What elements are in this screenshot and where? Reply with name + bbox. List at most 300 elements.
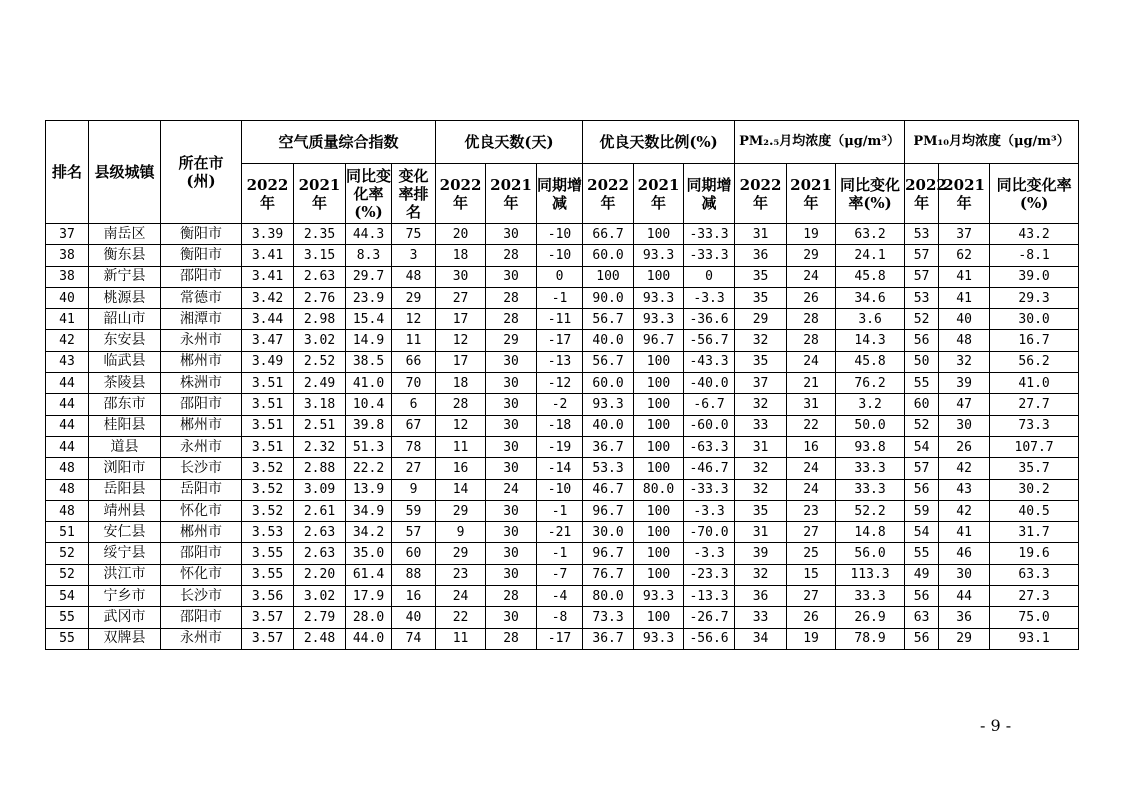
table-cell: 51.3	[346, 436, 392, 457]
table-cell: -10	[537, 224, 583, 245]
table-cell: 19.6	[990, 543, 1079, 564]
table-cell: 15.4	[346, 309, 392, 330]
table-cell: 2.32	[294, 436, 346, 457]
table-cell: 56	[905, 479, 939, 500]
table-cell: 27	[436, 287, 486, 308]
table-cell: 3.51	[242, 394, 294, 415]
table-cell: 63.3	[990, 564, 1079, 585]
table-cell: 3.41	[242, 266, 294, 287]
table-cell: 永州市	[161, 330, 242, 351]
subheader-good-ratio-0: 2022年	[583, 164, 634, 224]
table-cell: 47	[939, 394, 990, 415]
table-cell: -8.1	[990, 245, 1079, 266]
table-cell: 26	[787, 287, 836, 308]
table-cell: 57	[392, 522, 436, 543]
table-cell: 90.0	[583, 287, 634, 308]
table-row	[46, 287, 1079, 308]
table-cell: 3.47	[242, 330, 294, 351]
header-aqi: 空气质量综合指数	[242, 121, 436, 164]
table-cell: 33	[735, 415, 787, 436]
table-cell: 3.18	[294, 394, 346, 415]
table-row	[46, 479, 1079, 500]
table-cell: 52	[46, 543, 89, 564]
table-cell: 66	[392, 351, 436, 372]
table-cell: 39	[939, 373, 990, 394]
table-cell: 42	[939, 458, 990, 479]
table-cell: 56.7	[583, 309, 634, 330]
table-cell: 26.9	[836, 607, 905, 628]
table-cell: 41	[939, 287, 990, 308]
table-cell: 41	[939, 522, 990, 543]
table-cell: 2.88	[294, 458, 346, 479]
table-cell: 52	[905, 309, 939, 330]
table-cell: -18	[537, 415, 583, 436]
table-cell: 35	[735, 500, 787, 521]
table-cell: 44	[46, 373, 89, 394]
table-cell: 28	[486, 245, 537, 266]
table-cell: 35	[735, 266, 787, 287]
table-cell: 23.9	[346, 287, 392, 308]
table-cell: 3.57	[242, 607, 294, 628]
table-cell: 怀化市	[161, 564, 242, 585]
table-cell: 郴州市	[161, 351, 242, 372]
table-cell: 23	[787, 500, 836, 521]
table-cell: 39.8	[346, 415, 392, 436]
table-cell: -13.3	[684, 586, 735, 607]
table-cell: 93.3	[634, 245, 684, 266]
table-cell: 59	[905, 500, 939, 521]
table-cell: 100	[634, 564, 684, 585]
table-cell: 60.0	[583, 373, 634, 394]
table-cell: 3.49	[242, 351, 294, 372]
table-cell: 35	[735, 351, 787, 372]
table-cell: 洪江市	[89, 564, 161, 585]
table-cell: 88	[392, 564, 436, 585]
subheader-good-days-0: 2022年	[436, 164, 486, 224]
table-cell: 56.7	[583, 351, 634, 372]
table-row	[46, 564, 1079, 585]
table-cell: 24	[436, 586, 486, 607]
table-cell: 56.2	[990, 351, 1079, 372]
table-cell: 靖州县	[89, 500, 161, 521]
table-row	[46, 628, 1079, 649]
table-cell: 73.3	[990, 415, 1079, 436]
table-cell: -4	[537, 586, 583, 607]
table-cell: 100	[634, 543, 684, 564]
table-cell: 28	[486, 628, 537, 649]
table-row	[46, 224, 1079, 245]
table-cell: 54	[905, 436, 939, 457]
table-cell: -13	[537, 351, 583, 372]
table-cell: 邵东市	[89, 394, 161, 415]
table-row	[46, 330, 1079, 351]
table-cell: 株洲市	[161, 373, 242, 394]
table-cell: -63.3	[684, 436, 735, 457]
table-cell: 9	[392, 479, 436, 500]
subheader-aqi-1: 2021年	[294, 164, 346, 224]
header-pm25: PM₂.₅月均浓度（μg/m³）	[735, 121, 905, 164]
subheader-good-days-1: 2021年	[486, 164, 537, 224]
table-cell: 17	[436, 351, 486, 372]
table-cell: 2.61	[294, 500, 346, 521]
header-good-days: 优良天数(天)	[436, 121, 583, 164]
table-cell: -56.6	[684, 628, 735, 649]
table-cell: 27	[392, 458, 436, 479]
table-cell: 33.3	[836, 479, 905, 500]
table-cell: 51	[46, 522, 89, 543]
table-cell: 26	[787, 607, 836, 628]
table-cell: 38	[46, 266, 89, 287]
table-cell: 3.55	[242, 543, 294, 564]
table-cell: 16	[392, 586, 436, 607]
table-cell: 41.0	[346, 373, 392, 394]
table-cell: 55	[46, 607, 89, 628]
table-cell: 2.35	[294, 224, 346, 245]
table-cell: 34	[735, 628, 787, 649]
table-cell: 17.9	[346, 586, 392, 607]
table-cell: 10.4	[346, 394, 392, 415]
table-cell: -7	[537, 564, 583, 585]
table-cell: 44	[939, 586, 990, 607]
table-cell: 6	[392, 394, 436, 415]
table-cell: 93.3	[634, 586, 684, 607]
table-cell: 50.0	[836, 415, 905, 436]
table-cell: 56.0	[836, 543, 905, 564]
table-cell: 2.49	[294, 373, 346, 394]
table-cell: -3.3	[684, 543, 735, 564]
table-cell: -17	[537, 330, 583, 351]
subheader-pm10-1: 2021年	[939, 164, 990, 224]
table-cell: 36.7	[583, 436, 634, 457]
table-cell: 14.9	[346, 330, 392, 351]
page-number: - 9 -	[980, 716, 1012, 735]
table-cell: 14	[436, 479, 486, 500]
table-cell: 12	[436, 415, 486, 436]
table-cell: 41	[46, 309, 89, 330]
table-cell: 43	[46, 351, 89, 372]
table-cell: 12	[392, 309, 436, 330]
table-cell: 东安县	[89, 330, 161, 351]
table-cell: 18	[436, 373, 486, 394]
table-cell: 100	[634, 351, 684, 372]
table-cell: 54	[46, 586, 89, 607]
subheader-aqi-0: 2022年	[242, 164, 294, 224]
table-cell: 29.3	[990, 287, 1079, 308]
table-cell: 30	[486, 394, 537, 415]
table-cell: 28	[486, 287, 537, 308]
table-cell: 44.3	[346, 224, 392, 245]
table-cell: 93.1	[990, 628, 1079, 649]
table-cell: 30	[486, 224, 537, 245]
header-pm10: PM₁₀月均浓度（μg/m³）	[905, 121, 1079, 164]
table-cell: 30	[486, 543, 537, 564]
table-cell: 3.02	[294, 330, 346, 351]
table-cell: 34.9	[346, 500, 392, 521]
header-city: 所在市(州)	[161, 121, 242, 224]
subheader-aqi-3: 变化率排名	[392, 164, 436, 224]
table-cell: 郴州市	[161, 522, 242, 543]
table-cell: 22	[787, 415, 836, 436]
table-cell: 29	[486, 330, 537, 351]
table-cell: 30	[486, 564, 537, 585]
table-cell: 3.44	[242, 309, 294, 330]
table-cell: 40	[46, 287, 89, 308]
table-cell: 22	[436, 607, 486, 628]
table-cell: 永州市	[161, 436, 242, 457]
table-cell: 55	[905, 373, 939, 394]
table-cell: -3.3	[684, 500, 735, 521]
table-cell: 35.7	[990, 458, 1079, 479]
table-cell: -40.0	[684, 373, 735, 394]
table-cell: 33	[735, 607, 787, 628]
table-cell: 3	[392, 245, 436, 266]
table-cell: 42	[939, 500, 990, 521]
table-cell: -8	[537, 607, 583, 628]
table-cell: 24	[787, 351, 836, 372]
table-cell: 0	[684, 266, 735, 287]
subheader-pm10-0: 2022年	[905, 164, 939, 224]
table-cell: 37	[46, 224, 89, 245]
table-cell: 75.0	[990, 607, 1079, 628]
table-cell: 100	[634, 373, 684, 394]
table-cell: 30	[486, 266, 537, 287]
table-cell: 15	[787, 564, 836, 585]
table-row	[46, 266, 1079, 287]
table-cell: 16.7	[990, 330, 1079, 351]
table-cell: 绥宁县	[89, 543, 161, 564]
table-cell: 56	[905, 628, 939, 649]
table-cell: 57	[905, 245, 939, 266]
table-cell: 12	[436, 330, 486, 351]
table-cell: 48	[939, 330, 990, 351]
table-cell: -33.3	[684, 245, 735, 266]
table-cell: 44	[46, 415, 89, 436]
table-cell: 14.3	[836, 330, 905, 351]
table-cell: 30	[486, 415, 537, 436]
table-cell: 52	[905, 415, 939, 436]
table-cell: 40	[939, 309, 990, 330]
table-cell: 70	[392, 373, 436, 394]
table-cell: -21	[537, 522, 583, 543]
table-cell: 41	[939, 266, 990, 287]
table-cell: 33.3	[836, 458, 905, 479]
table-cell: 2.76	[294, 287, 346, 308]
table-cell: 26	[939, 436, 990, 457]
table-cell: 30	[486, 351, 537, 372]
table-cell: 75	[392, 224, 436, 245]
table-cell: 48	[392, 266, 436, 287]
table-cell: 96.7	[634, 330, 684, 351]
table-cell: 36	[939, 607, 990, 628]
table-cell: 107.7	[990, 436, 1079, 457]
table-cell: 8.3	[346, 245, 392, 266]
table-cell: 14.8	[836, 522, 905, 543]
table-cell: 28	[486, 586, 537, 607]
table-cell: 32	[735, 330, 787, 351]
table-cell: 93.3	[634, 287, 684, 308]
table-cell: 52	[46, 564, 89, 585]
table-cell: 3.15	[294, 245, 346, 266]
table-cell: 邵阳市	[161, 607, 242, 628]
table-cell: 18	[436, 245, 486, 266]
table-cell: 30	[436, 266, 486, 287]
table-cell: 20	[436, 224, 486, 245]
table-cell: -1	[537, 500, 583, 521]
table-cell: 3.2	[836, 394, 905, 415]
table-cell: -17	[537, 628, 583, 649]
table-cell: 桂阳县	[89, 415, 161, 436]
table-cell: 24	[787, 458, 836, 479]
table-cell: 34.2	[346, 522, 392, 543]
table-cell: 29	[787, 245, 836, 266]
table-cell: 67	[392, 415, 436, 436]
table-cell: 临武县	[89, 351, 161, 372]
table-cell: -26.7	[684, 607, 735, 628]
table-cell: 32	[735, 394, 787, 415]
table-cell: 32	[939, 351, 990, 372]
table-cell: -2	[537, 394, 583, 415]
table-cell: 40	[392, 607, 436, 628]
table-cell: 31	[787, 394, 836, 415]
table-row	[46, 309, 1079, 330]
table-cell: 42	[46, 330, 89, 351]
table-cell: 30	[939, 415, 990, 436]
table-cell: 40.5	[990, 500, 1079, 521]
table-cell: 56	[905, 586, 939, 607]
table-cell: 36.7	[583, 628, 634, 649]
table-cell: 78	[392, 436, 436, 457]
table-row	[46, 394, 1079, 415]
table-cell: -33.3	[684, 224, 735, 245]
table-cell: -1	[537, 287, 583, 308]
table-cell: 48	[46, 500, 89, 521]
table-cell: 73.3	[583, 607, 634, 628]
table-cell: 衡阳市	[161, 224, 242, 245]
table-cell: 30	[486, 522, 537, 543]
table-cell: 3.56	[242, 586, 294, 607]
table-cell: 29	[735, 309, 787, 330]
table-cell: 31	[735, 436, 787, 457]
table-cell: 3.53	[242, 522, 294, 543]
table-cell: 25	[787, 543, 836, 564]
table-cell: 13.9	[346, 479, 392, 500]
table-cell: 19	[787, 224, 836, 245]
table-cell: 岳阳市	[161, 479, 242, 500]
table-cell: -43.3	[684, 351, 735, 372]
table-cell: 61.4	[346, 564, 392, 585]
table-cell: -14	[537, 458, 583, 479]
table-cell: 53.3	[583, 458, 634, 479]
table-cell: 93.3	[634, 628, 684, 649]
table-cell: 45.8	[836, 266, 905, 287]
table-cell: 27.7	[990, 394, 1079, 415]
table-cell: 湘潭市	[161, 309, 242, 330]
table-cell: 怀化市	[161, 500, 242, 521]
table-cell: 33.3	[836, 586, 905, 607]
table-cell: 3.41	[242, 245, 294, 266]
table-cell: 浏阳市	[89, 458, 161, 479]
table-cell: -19	[537, 436, 583, 457]
table-cell: 2.63	[294, 266, 346, 287]
table-cell: 28.0	[346, 607, 392, 628]
table-cell: 43	[939, 479, 990, 500]
table-cell: 24	[787, 266, 836, 287]
table-cell: 93.3	[583, 394, 634, 415]
table-cell: 63	[905, 607, 939, 628]
table-cell: 3.55	[242, 564, 294, 585]
table-row	[46, 245, 1079, 266]
table-cell: 100	[634, 224, 684, 245]
table-row	[46, 351, 1079, 372]
table-cell: 16	[436, 458, 486, 479]
table-cell: 邵阳市	[161, 543, 242, 564]
table-cell: 76.2	[836, 373, 905, 394]
table-cell: 双牌县	[89, 628, 161, 649]
table-cell: 常德市	[161, 287, 242, 308]
table-cell: 100	[634, 415, 684, 436]
table-cell: 3.51	[242, 436, 294, 457]
table-cell: -6.7	[684, 394, 735, 415]
subheader-pm25-0: 2022年	[735, 164, 787, 224]
table-cell: 2.51	[294, 415, 346, 436]
table-cell: 2.52	[294, 351, 346, 372]
table-cell: 62	[939, 245, 990, 266]
table-cell: 44	[46, 394, 89, 415]
table-cell: 50	[905, 351, 939, 372]
table-cell: 48	[46, 458, 89, 479]
table-cell: 30.0	[990, 309, 1079, 330]
table-cell: 35	[735, 287, 787, 308]
table-cell: 2.63	[294, 543, 346, 564]
table-cell: 永州市	[161, 628, 242, 649]
table-cell: 28	[787, 309, 836, 330]
table-cell: 60	[905, 394, 939, 415]
table-cell: -3.3	[684, 287, 735, 308]
table-cell: 38.5	[346, 351, 392, 372]
table-cell: 40.0	[583, 330, 634, 351]
table-cell: 31	[735, 522, 787, 543]
table-cell: 43.2	[990, 224, 1079, 245]
table-row	[46, 436, 1079, 457]
table-cell: 80.0	[634, 479, 684, 500]
subheader-pm25-2: 同比变化率(%)	[836, 164, 905, 224]
table-cell: -12	[537, 373, 583, 394]
table-cell: -10	[537, 479, 583, 500]
table-cell: 36	[735, 586, 787, 607]
table-cell: 衡东县	[89, 245, 161, 266]
table-cell: 11	[436, 436, 486, 457]
table-cell: 21	[787, 373, 836, 394]
table-cell: 30.2	[990, 479, 1079, 500]
table-cell: 80.0	[583, 586, 634, 607]
table-cell: 56	[905, 330, 939, 351]
table-row	[46, 373, 1079, 394]
table-cell: 11	[392, 330, 436, 351]
subheader-good-days-2: 同期增减	[537, 164, 583, 224]
table-cell: 长沙市	[161, 458, 242, 479]
table-cell: -46.7	[684, 458, 735, 479]
table-cell: 茶陵县	[89, 373, 161, 394]
table-cell: 23	[436, 564, 486, 585]
table-cell: 100	[634, 266, 684, 287]
table-cell: 39.0	[990, 266, 1079, 287]
table-cell: 31.7	[990, 522, 1079, 543]
table-cell: 3.57	[242, 628, 294, 649]
table-cell: 28	[436, 394, 486, 415]
table-cell: 3.52	[242, 479, 294, 500]
table-cell: 29	[436, 500, 486, 521]
table-cell: 24	[486, 479, 537, 500]
